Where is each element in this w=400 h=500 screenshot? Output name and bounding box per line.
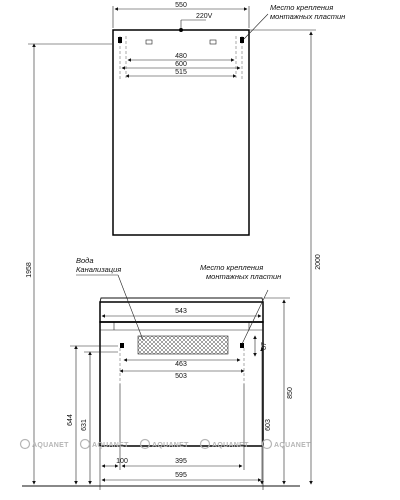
watermark-logo-2 — [81, 440, 130, 450]
plumbing-cutout — [138, 336, 228, 354]
cabinet-mount-note-2: монтажных пластин — [206, 272, 282, 281]
sewer-note: Канализация — [76, 265, 122, 274]
watermark-logo-5 — [263, 440, 312, 450]
dim-label-543: 543 — [175, 308, 187, 315]
dim-label-395: 395 — [175, 458, 187, 465]
cabinet-mount-note-1: Место крепления — [200, 263, 264, 272]
dim-label-87: 87 — [261, 342, 268, 350]
voltage-label: 220V — [196, 13, 213, 20]
svg-text:AQUANET: AQUANET — [274, 442, 311, 449]
water-note: Вода — [76, 256, 94, 265]
dim-label-480: 480 — [175, 53, 187, 60]
cabinet-mount-left — [120, 343, 124, 348]
dim-label-503: 503 — [175, 373, 187, 380]
dim-label-1958: 1958 — [26, 262, 33, 278]
watermark-logo-4 — [201, 440, 250, 450]
svg-text:AQUANET: AQUANET — [92, 442, 129, 449]
dim-label-550: 550 — [175, 2, 187, 9]
mirror-group — [113, 2, 345, 235]
dim-label-100: 100 — [116, 458, 128, 465]
mirror-mount-right — [240, 37, 244, 43]
mirror-mount-note-2: монтажных пластин — [270, 12, 346, 21]
outlet-icon — [179, 28, 183, 32]
dim-label-595: 595 — [175, 472, 187, 479]
svg-text:AQUANET: AQUANET — [212, 442, 249, 449]
dim-label-515: 515 — [175, 69, 187, 76]
dim-label-850: 850 — [287, 387, 294, 399]
mirror-mount-left — [118, 37, 122, 43]
dim-label-603: 603 — [265, 419, 272, 431]
watermark-row — [21, 440, 312, 450]
dim-label-631: 631 — [81, 419, 88, 431]
dim-label-463: 463 — [175, 361, 187, 368]
svg-text:AQUANET: AQUANET — [152, 442, 189, 449]
cabinet-group — [76, 256, 281, 490]
dim-label-2000: 2000 — [315, 254, 322, 270]
watermark-logo-1 — [21, 440, 70, 450]
dim-label-600: 600 — [175, 61, 187, 68]
dim-label-644: 644 — [67, 414, 74, 426]
svg-text:AQUANET: AQUANET — [32, 442, 69, 449]
watermark-logo-3 — [141, 440, 190, 450]
mirror-mount-note-1: Место крепления — [270, 3, 334, 12]
